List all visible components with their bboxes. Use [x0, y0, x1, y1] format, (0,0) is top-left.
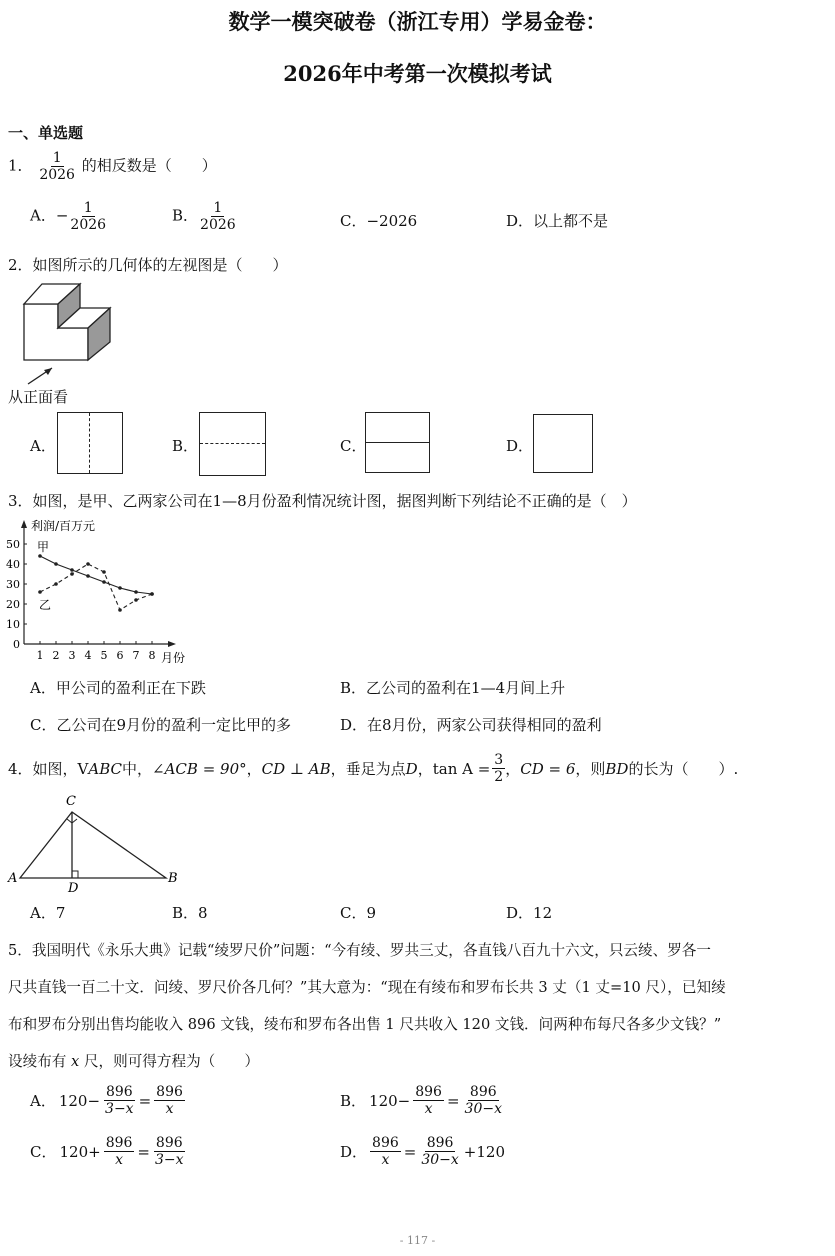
- q1-number: 1．: [8, 156, 33, 175]
- q3-option-a[interactable]: A．甲公司的盈利正在下跌: [30, 679, 206, 697]
- q5-a-label: A．: [30, 1092, 56, 1111]
- q5-a-eq: =: [138, 1091, 152, 1110]
- q4-text-1: 中，: [122, 760, 153, 779]
- q2-c-solid-line: [366, 442, 429, 443]
- chart-ylabel: 利润/百万元: [31, 519, 96, 533]
- series-line-yi: [40, 564, 152, 610]
- q5-b-lead: 120−: [369, 1091, 411, 1110]
- q3-option-d[interactable]: D．在8月份，两家公司获得相同的盈利: [340, 716, 602, 734]
- q2-solid-figure: [8, 280, 118, 385]
- series-label-jia: 甲: [37, 540, 50, 554]
- question-4-stem: [8, 752, 738, 785]
- point-yi-7: [134, 598, 138, 602]
- point-yi-8: [150, 592, 154, 596]
- right-angle-d: [72, 871, 78, 878]
- point-jia-3: [70, 568, 74, 572]
- y-tick-label: 20: [6, 598, 20, 611]
- q5-c-label: C．: [30, 1143, 57, 1162]
- x-tick-label: 4: [84, 649, 92, 662]
- q4-cd: CD = 6: [520, 759, 576, 778]
- q4-option-c[interactable]: C．9: [340, 904, 377, 922]
- q1-frac-den: 2026: [39, 167, 75, 184]
- triangle-symbol: V: [77, 759, 89, 778]
- y-tick-label: 40: [6, 558, 20, 571]
- q5-d-eq: =: [403, 1142, 417, 1161]
- q5-option-a[interactable]: [30, 1084, 185, 1117]
- point-jia-7: [134, 590, 138, 594]
- q4-text-3: ，垂足为点: [330, 760, 406, 779]
- point-jia-6: [118, 586, 122, 590]
- q4-bd: BD: [605, 759, 629, 778]
- q1-frac-num: 1: [52, 150, 62, 166]
- q1-option-c[interactable]: C．−2026: [340, 212, 418, 230]
- point-jia-1: [38, 554, 42, 558]
- q4-text-7: 的长为（ ）.: [628, 760, 739, 779]
- q5-c-lead: 120+: [59, 1142, 101, 1161]
- q4-point-d: D: [405, 759, 418, 778]
- q5-d-n2: 896: [426, 1135, 454, 1151]
- point-yi-3: [70, 572, 74, 576]
- q1-b-num: 1: [213, 200, 223, 216]
- q5-d-d1: x: [381, 1152, 390, 1169]
- x-tick-label: 8: [148, 649, 156, 662]
- q1-fraction: [37, 150, 77, 183]
- page-subtitle: 2026年中考第一次模拟考试: [283, 61, 552, 86]
- q1-a-den: 2026: [70, 217, 107, 234]
- q2-option-c-label: C．: [340, 437, 367, 455]
- section-title: 一、单选题: [8, 124, 84, 142]
- vertex-c: C: [66, 794, 76, 809]
- q5-b-eq: =: [446, 1091, 460, 1110]
- point-jia-5: [102, 580, 106, 584]
- q4-triangle-figure: [0, 790, 190, 894]
- q2-option-b-label: B．: [172, 437, 199, 455]
- point-yi-5: [102, 570, 106, 574]
- point-yi-6: [118, 608, 122, 612]
- q5-d-n1: 896: [372, 1135, 399, 1151]
- chart-xlabel: 月份: [161, 651, 186, 665]
- q4-option-a[interactable]: A．7: [30, 904, 66, 922]
- q4-option-b[interactable]: B．8: [172, 904, 208, 922]
- q5-a-d1: 3−x: [105, 1101, 134, 1118]
- x-axis-arrow-icon: [168, 641, 176, 647]
- point-jia-4: [86, 574, 90, 578]
- q5-var-x: x: [71, 1053, 80, 1070]
- q2-option-d[interactable]: [533, 414, 593, 473]
- q5-c-d1: x: [115, 1152, 123, 1169]
- q5-d-label: D．: [340, 1143, 368, 1162]
- q1-a-num: 1: [83, 200, 93, 216]
- q5-b-n1: 896: [415, 1084, 442, 1100]
- q4-angle: ∠ACB = 90°: [152, 759, 247, 778]
- x-tick-label: 3: [68, 649, 76, 662]
- q5-line-1: 5．我国明代《永乐大典》记载“绫罗尺价”问题：“今有绫、罗共三丈，各直钱八百九十六文，只云绫、罗各一: [8, 942, 711, 959]
- y-axis-arrow-icon: [21, 520, 27, 528]
- q5-c-n2: 896: [155, 1135, 183, 1151]
- point-yi-2: [54, 582, 58, 586]
- q1-stem: 的相反数是（ ）: [81, 156, 217, 175]
- q4-text-2: ，: [246, 760, 262, 779]
- q1-option-a[interactable]: [30, 200, 108, 233]
- q5-a-n2: 896: [156, 1084, 183, 1100]
- q4-abc: ABC: [88, 759, 123, 778]
- vertex-b: B: [168, 871, 178, 886]
- vertex-a: A: [8, 871, 18, 886]
- vertex-d: D: [68, 881, 79, 894]
- q2-option-b[interactable]: [199, 412, 266, 476]
- x-tick-label: 6: [116, 649, 124, 662]
- page-title: 数学一模突破卷（浙江专用）学易金卷：: [228, 9, 607, 34]
- question-1: [8, 150, 217, 183]
- arrow-head-icon: [44, 368, 52, 375]
- q1-b-den: 2026: [200, 217, 236, 234]
- q4-tan-num: 3: [494, 752, 504, 768]
- q3-line-chart: [0, 514, 200, 666]
- q4-text-4: ，: [417, 760, 433, 779]
- triangle-abc: [20, 812, 166, 878]
- q5-c-d2: 3−x: [155, 1152, 184, 1169]
- q5-option-b[interactable]: [340, 1084, 504, 1117]
- q2-option-c[interactable]: [365, 412, 430, 473]
- q5-line4-b: 尺，则可得方程为（ ）: [83, 1053, 260, 1070]
- point-yi-1: [38, 590, 42, 594]
- x-tick-label: 2: [52, 649, 60, 662]
- y-tick-label: 10: [6, 618, 20, 631]
- q4-tan-den: 2: [494, 769, 504, 786]
- q4-number: 4．如图，: [8, 760, 78, 779]
- q5-option-c[interactable]: [30, 1135, 186, 1168]
- q4-perp: CD ⊥ AB: [261, 759, 331, 778]
- q5-line-2: 尺共直钱一百二十文．问绫、罗尺价各几何？”其大意为：“现在有绫布和罗布长共 3 丈（1 丈=10 尺），已知绫: [8, 979, 726, 996]
- x-tick-label: 5: [100, 649, 108, 662]
- x-tick-label: 7: [132, 649, 140, 662]
- q4-tan: tan A =: [432, 759, 491, 778]
- q3-option-c[interactable]: C．乙公司在9月份的盈利一定比甲的多: [30, 716, 292, 734]
- q2-option-d-label: D．: [506, 437, 534, 455]
- y-tick-label: 50: [6, 538, 20, 551]
- q1-option-b[interactable]: [172, 200, 238, 233]
- q5-line-4: [8, 1050, 259, 1071]
- q4-option-d[interactable]: D．12: [506, 904, 553, 922]
- q5-line4-a: 设绫布有: [8, 1053, 67, 1070]
- q5-a-lead: 120−: [58, 1091, 101, 1110]
- q5-a-n1: 896: [105, 1084, 133, 1100]
- series-label-yi: 乙: [39, 598, 52, 612]
- q5-a-d2: x: [165, 1101, 174, 1118]
- point-jia-2: [54, 562, 58, 566]
- q5-option-d[interactable]: [340, 1135, 505, 1168]
- page-number: - 117 -: [399, 1234, 436, 1247]
- x-tick-label: 1: [36, 649, 44, 662]
- q5-b-d2: 30−x: [464, 1101, 502, 1118]
- series-line-jia: [40, 556, 152, 594]
- q2-caption: 从正面看: [8, 388, 69, 406]
- question-2-stem: 2．如图所示的几何体的左视图是（ ）: [8, 256, 288, 274]
- q5-b-label: B．: [340, 1092, 367, 1111]
- q5-b-n2: 896: [469, 1084, 497, 1100]
- q5-line-3: 布和罗布分别出售均能收入 896 文钱，绫布和罗布各出售 1 尺共收入 120 文钱．问两种布每尺各多少文钱？”: [8, 1016, 722, 1033]
- q1-option-b-label: B．: [172, 206, 199, 225]
- question-3-stem: 3．如图，是甲、乙两家公司在1—8月份盈利情况统计图，据图判断下列结论不正确的是（ ）: [8, 492, 637, 510]
- q5-d-tail: +120: [463, 1142, 505, 1161]
- q5-b-d1: x: [424, 1101, 433, 1118]
- point-yi-4: [86, 562, 90, 566]
- y-tick-label: 30: [6, 578, 20, 591]
- q2-b-dashed-line: [200, 443, 265, 444]
- q1-option-a-label: A．: [30, 206, 56, 225]
- q2-a-dashed-line: [89, 413, 90, 473]
- y-tick-label: 0: [13, 638, 20, 651]
- q4-text-6: ，则: [575, 760, 606, 779]
- q1-option-d[interactable]: D．以上都不是: [506, 212, 609, 230]
- q5-d-d2: 30−x: [421, 1152, 459, 1169]
- q2-option-a-label: A．: [30, 437, 56, 455]
- q5-c-n1: 896: [105, 1135, 133, 1151]
- q4-text-5: ，: [505, 760, 521, 779]
- q3-option-b[interactable]: B．乙公司的盈利在1—4月间上升: [340, 679, 566, 697]
- q1-option-a-sign: −: [55, 206, 69, 225]
- q5-c-eq: =: [137, 1142, 150, 1161]
- q2-option-a[interactable]: [57, 412, 123, 474]
